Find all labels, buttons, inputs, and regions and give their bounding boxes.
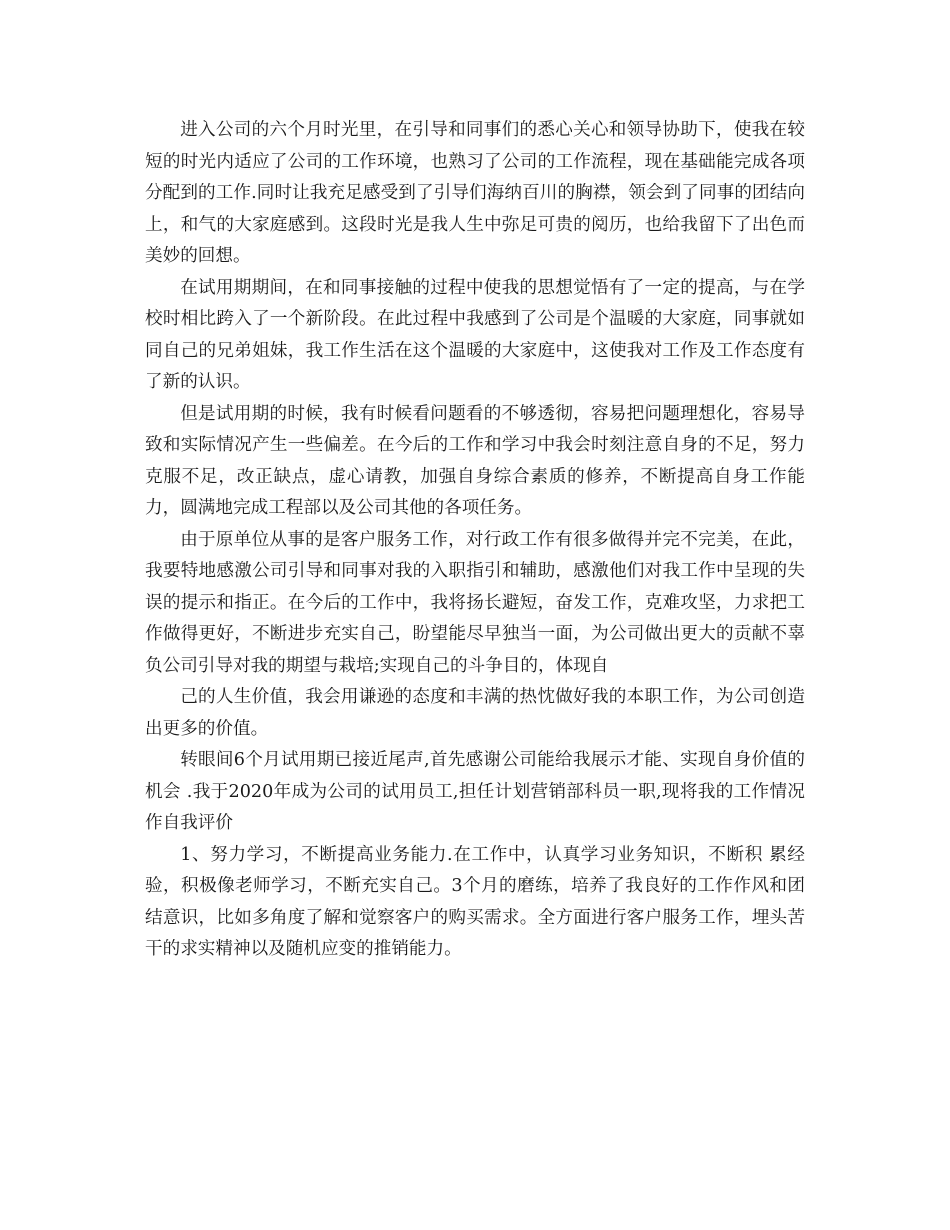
paragraph-5: 己的人生价值，我会用谦逊的态度和丰满的热忱做好我的本职工作，为公司创造出更多的价值。 [145,687,805,739]
paragraph-1: 进入公司的六个月时光里，在引导和同事们的悉心关心和领导协助下，使我在较短的时光内适应了公司的工作环境，也熟习了公司的工作流程，现在基础能完成各项分配到的工作.同时让我充足感受到了引导们海纳百川的胸襟，领会到了同事的团结向上，和气的大家庭感到。这段时光是我人生中弥足可贵的阅历，也给我留下了出色而美妙的回想。 [145,120,805,266]
paragraph-4: 由于原单位从事的是客户服务工作，对行政工作有很多做得并完不完美，在此，我要特地感激公司引导和同事对我的入职指引和辅助，感激他们对我工作中呈现的失误的提示和指正。在今后的工作中，我将扬长避短，奋发工作，克难攻坚，力求把工作做得更好，不断进步充实自己，盼望能尽早独当一面，为公司做出更大的贡献不辜负公司引导对我的期望与栽培;实现自己的斗争目的，体现自 [145,529,805,676]
paragraph-3: 但是试用期的时候，我有时候看问题看的不够透彻，容易把问题理想化，容易导致和实际情况产生一些偏差。在今后的工作和学习中我会时刻注意自身的不足，努力克服不足，改正缺点，虚心请教，加强自身综合素质的修养，不断提高自身工作能力，圆满地完成工程部以及公司其他的各项任务。 [145,403,805,518]
paragraph-7: 1、努力学习，不断提高业务能力.在工作中，认真学习业务知识，不断积 累经验，积极像老师学习，不断充实自己。3个月的磨练，培养了我良好的工作作风和团结意识，比如多角度了解和觉察客户的购买需求。全方面进行客户服务工作，埋头苦干的求实精神以及随机应变的推销能力。 [145,844,805,959]
document-body [145,115,805,966]
paragraph-2: 在试用期期间，在和同事接触的过程中使我的思想觉悟有了一定的提高，与在学校时相比跨入了一个新阶段。在此过程中我感到了公司是个温暖的大家庭，同事就如同自己的兄弟姐妹，我工作生活在这个温暖的大家庭中，这使我对工作及工作态度有了新的认识。 [145,277,805,392]
paragraph-6: 转眼间6个月试用期已接近尾声,首先感谢公司能给我展示才能、实现自身价值的机会 .我于2020年成为公司的试用员工,担任计划营销部科员一职,现将我的工作情况作自我评价 [145,750,805,833]
